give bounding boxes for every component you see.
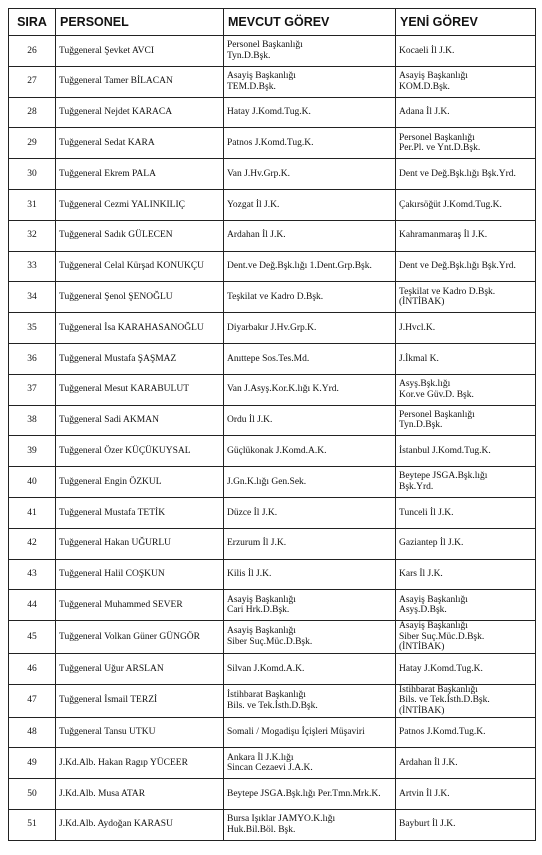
cell-line: Hatay J.Komd.Tug.K. <box>399 663 483 674</box>
table-row <box>9 621 536 654</box>
table-row <box>9 809 536 840</box>
cell-line: Artvin İl J.K. <box>399 788 450 799</box>
cell-yeni-gorev <box>396 653 536 684</box>
cell-personel: Tuğgeneral Mesut KARABULUT <box>56 374 224 405</box>
cell-sira: 49 <box>9 748 56 779</box>
cell-mevcut-gorev <box>224 684 396 717</box>
cell-sira: 31 <box>9 189 56 220</box>
cell-mevcut-gorev <box>224 220 396 251</box>
cell-line: Bayburt İl J.K. <box>399 819 456 830</box>
cell-mevcut-gorev <box>224 748 396 779</box>
cell-line: Bils. ve Tek.İsth.D.Bşk. <box>227 700 318 711</box>
cell-personel: Tuğgeneral Mustafa TETİK <box>56 497 224 528</box>
cell-line: Diyarbakır J.Hv.Grp.K. <box>227 322 317 333</box>
cell-personel: Tuğgeneral Sadık GÜLECEN <box>56 220 224 251</box>
cell-line: Kocaeli İl J.K. <box>399 45 455 56</box>
cell-line: J.İkmal K. <box>399 353 439 364</box>
table-row <box>9 159 536 190</box>
cell-line: Personel Başkanlığı <box>399 132 475 143</box>
cell-line: Ardahan İl J.K. <box>227 230 286 241</box>
cell-sira: 33 <box>9 251 56 282</box>
cell-sira: 46 <box>9 653 56 684</box>
cell-mevcut-gorev <box>224 343 396 374</box>
cell-line: Çakırsöğüt J.Komd.Tug.K. <box>399 199 502 210</box>
cell-personel: Tuğgeneral Mustafa ŞAŞMAZ <box>56 343 224 374</box>
table-row <box>9 684 536 717</box>
table-row <box>9 497 536 528</box>
cell-personel: Tuğgeneral Volkan Güner GÜNGÖR <box>56 621 224 654</box>
table-row <box>9 282 536 313</box>
cell-line: Adana İl J.K. <box>399 107 450 118</box>
cell-line: Hatay J.Komd.Tug.K. <box>227 107 311 118</box>
cell-yeni-gorev <box>396 343 536 374</box>
cell-line: Asayiş Başkanlığı <box>399 594 468 605</box>
cell-personel: Tuğgeneral Cezmi YALINKILIÇ <box>56 189 224 220</box>
cell-line: Huk.Bil.Böl. Bşk. <box>227 824 296 835</box>
cell-line: Tyn.D.Bşk. <box>227 50 271 61</box>
table-row <box>9 779 536 810</box>
cell-line: Somali / Mogadişu İçişleri Müşaviri <box>227 727 365 738</box>
cell-yeni-gorev <box>396 128 536 159</box>
cell-line: Personel Başkanlığı <box>399 409 475 420</box>
table-row <box>9 374 536 405</box>
cell-personel: Tuğgeneral Sedat KARA <box>56 128 224 159</box>
table-header <box>9 9 536 36</box>
cell-line: Siber Suç.Müc.D.Bşk. <box>227 637 313 648</box>
cell-mevcut-gorev <box>224 66 396 97</box>
cell-sira: 27 <box>9 66 56 97</box>
cell-line: İstanbul J.Komd.Tug.K. <box>399 445 491 456</box>
cell-line: İstihbarat Başkanlığı <box>399 684 478 695</box>
header-yeni-gorev: YENİ GÖREV <box>396 9 536 36</box>
cell-sira: 29 <box>9 128 56 159</box>
cell-line: Per.Pl. ve Ynt.D.Bşk. <box>399 143 481 154</box>
cell-line: Erzurum İl J.K. <box>227 538 287 549</box>
cell-mevcut-gorev <box>224 467 396 498</box>
cell-line: Beytepe JSGA.Bşk.lığı Per.Tmn.Mrk.K. <box>227 788 381 799</box>
cell-line: TEM.D.Bşk. <box>227 81 276 92</box>
personnel-assignment-table <box>8 8 536 841</box>
cell-yeni-gorev <box>396 590 536 621</box>
header-sira: SIRA <box>9 9 56 36</box>
cell-personel: Tuğgeneral Şevket AVCI <box>56 36 224 67</box>
cell-line: J.Gn.K.lığı Gen.Sek. <box>227 476 307 487</box>
cell-line: Ardahan İl J.K. <box>399 757 458 768</box>
cell-line: Ordu İl J.K. <box>227 415 273 426</box>
cell-mevcut-gorev <box>224 497 396 528</box>
cell-yeni-gorev <box>396 97 536 128</box>
cell-mevcut-gorev <box>224 779 396 810</box>
cell-mevcut-gorev <box>224 251 396 282</box>
cell-personel: Tuğgeneral Şenol ŞENOĞLU <box>56 282 224 313</box>
cell-yeni-gorev <box>396 684 536 717</box>
cell-mevcut-gorev <box>224 621 396 654</box>
cell-personel: J.Kd.Alb. Aydoğan KARASU <box>56 809 224 840</box>
cell-mevcut-gorev <box>224 405 396 436</box>
cell-mevcut-gorev <box>224 128 396 159</box>
cell-line: (İNTİBAK) <box>399 297 445 308</box>
cell-personel: Tuğgeneral Engin ÖZKUL <box>56 467 224 498</box>
cell-line: Dent.ve Değ.Bşk.lığı 1.Dent.Grp.Bşk. <box>227 261 372 272</box>
cell-yeni-gorev <box>396 374 536 405</box>
cell-sira: 44 <box>9 590 56 621</box>
cell-personel: J.Kd.Alb. Musa ATAR <box>56 779 224 810</box>
cell-yeni-gorev <box>396 251 536 282</box>
cell-yeni-gorev <box>396 313 536 344</box>
cell-line: Gaziantep İl J.K. <box>399 538 464 549</box>
cell-yeni-gorev <box>396 809 536 840</box>
table-row <box>9 36 536 67</box>
header-mevcut-gorev: MEVCUT GÖREV <box>224 9 396 36</box>
cell-personel: Tuğgeneral Özer KÜÇÜKUYSAL <box>56 436 224 467</box>
cell-mevcut-gorev <box>224 590 396 621</box>
cell-personel: Tuğgeneral Tansu UTKU <box>56 717 224 748</box>
cell-personel: J.Kd.Alb. Hakan Ragıp YÜCEER <box>56 748 224 779</box>
cell-line: Tunceli İl J.K. <box>399 507 454 518</box>
cell-yeni-gorev <box>396 528 536 559</box>
cell-yeni-gorev <box>396 779 536 810</box>
cell-mevcut-gorev <box>224 36 396 67</box>
cell-line: (İNTİBAK) <box>399 642 445 653</box>
cell-yeni-gorev <box>396 189 536 220</box>
cell-line: Asayiş Başkanlığı <box>227 594 296 605</box>
cell-line: J.Hvcl.K. <box>399 322 436 333</box>
cell-line: Güçlükonak J.Komd.A.K. <box>227 445 327 456</box>
cell-line: Asyş.Bşk.lığı <box>399 379 451 390</box>
table-row <box>9 590 536 621</box>
cell-line: Tyn.D.Bşk. <box>399 420 443 431</box>
cell-line: Asayiş Başkanlığı <box>227 71 296 82</box>
cell-line: Asayiş Başkanlığı <box>399 621 468 632</box>
cell-mevcut-gorev <box>224 159 396 190</box>
cell-yeni-gorev <box>396 159 536 190</box>
cell-line: Dent ve Değ.Bşk.lığı Bşk.Yrd. <box>399 261 516 272</box>
cell-line: Van J.Asyş.Kor.K.lığı K.Yrd. <box>227 384 339 395</box>
table-row <box>9 66 536 97</box>
cell-line: Beytepe JSGA.Bşk.lığı <box>399 471 488 482</box>
table-row <box>9 467 536 498</box>
header-row <box>9 9 536 36</box>
cell-sira: 32 <box>9 220 56 251</box>
cell-line: Kahramanmaraş İl J.K. <box>399 230 488 241</box>
cell-mevcut-gorev <box>224 436 396 467</box>
cell-sira: 50 <box>9 779 56 810</box>
cell-line: Silvan J.Komd.A.K. <box>227 663 305 674</box>
cell-yeni-gorev <box>396 621 536 654</box>
cell-mevcut-gorev <box>224 653 396 684</box>
table-row <box>9 343 536 374</box>
cell-line: Bils. ve Tek.İsth.D.Bşk. <box>399 695 490 706</box>
table-row <box>9 220 536 251</box>
cell-sira: 43 <box>9 559 56 590</box>
cell-line: Patnos J.Komd.Tug.K. <box>227 137 314 148</box>
cell-personel: Tuğgeneral İsmail TERZİ <box>56 684 224 717</box>
cell-yeni-gorev <box>396 282 536 313</box>
cell-line: İstihbarat Başkanlığı <box>227 690 306 701</box>
table-row <box>9 436 536 467</box>
cell-personel: Tuğgeneral Nejdet KARACA <box>56 97 224 128</box>
cell-yeni-gorev <box>396 405 536 436</box>
table-row <box>9 189 536 220</box>
cell-yeni-gorev <box>396 220 536 251</box>
cell-sira: 41 <box>9 497 56 528</box>
cell-line: Teşkilat ve Kadro D.Bşk. <box>227 291 324 302</box>
cell-sira: 35 <box>9 313 56 344</box>
cell-mevcut-gorev <box>224 809 396 840</box>
cell-yeni-gorev <box>396 66 536 97</box>
cell-yeni-gorev <box>396 748 536 779</box>
cell-mevcut-gorev <box>224 559 396 590</box>
cell-yeni-gorev <box>396 497 536 528</box>
table-row <box>9 717 536 748</box>
cell-personel: Tuğgeneral Tamer BİLACAN <box>56 66 224 97</box>
cell-mevcut-gorev <box>224 97 396 128</box>
cell-line: Van J.Hv.Grp.K. <box>227 168 290 179</box>
cell-sira: 26 <box>9 36 56 67</box>
cell-sira: 30 <box>9 159 56 190</box>
cell-line: Sincan Cezaevi J.A.K. <box>227 763 313 774</box>
cell-sira: 51 <box>9 809 56 840</box>
cell-personel: Tuğgeneral Sadi AKMAN <box>56 405 224 436</box>
cell-line: Teşkilat ve Kadro D.Bşk. <box>399 286 496 297</box>
cell-line: Personel Başkanlığı <box>227 40 303 51</box>
cell-line: Asyş.D.Bşk. <box>399 605 447 616</box>
cell-line: Bursa Işıklar JAMYO.K.lığı <box>227 814 336 825</box>
cell-yeni-gorev <box>396 559 536 590</box>
table-row <box>9 97 536 128</box>
cell-line: Kor.ve Güv.D. Bşk. <box>399 389 474 400</box>
cell-line: Patnos J.Komd.Tug.K. <box>399 727 486 738</box>
cell-yeni-gorev <box>396 717 536 748</box>
cell-line: Asayiş Başkanlığı <box>227 626 296 637</box>
table-row <box>9 405 536 436</box>
cell-personel: Tuğgeneral Hakan UĞURLU <box>56 528 224 559</box>
cell-personel: Tuğgeneral İsa KARAHASANOĞLU <box>56 313 224 344</box>
header-personel: PERSONEL <box>56 9 224 36</box>
cell-yeni-gorev <box>396 436 536 467</box>
cell-line: Cari Hrk.D.Bşk. <box>227 605 290 616</box>
cell-mevcut-gorev <box>224 313 396 344</box>
cell-sira: 28 <box>9 97 56 128</box>
cell-line: Anıttepe Sos.Tes.Md. <box>227 353 310 364</box>
cell-mevcut-gorev <box>224 374 396 405</box>
cell-sira: 38 <box>9 405 56 436</box>
cell-personel: Tuğgeneral Muhammed SEVER <box>56 590 224 621</box>
cell-line: Kars İl J.K. <box>399 569 443 580</box>
cell-line: Yozgat İl J.K. <box>227 199 280 210</box>
cell-sira: 36 <box>9 343 56 374</box>
cell-sira: 48 <box>9 717 56 748</box>
table-row <box>9 653 536 684</box>
cell-yeni-gorev <box>396 36 536 67</box>
cell-mevcut-gorev <box>224 189 396 220</box>
cell-yeni-gorev <box>396 467 536 498</box>
cell-line: Düzce İl J.K. <box>227 507 278 518</box>
table-row <box>9 251 536 282</box>
table-row <box>9 128 536 159</box>
table-row <box>9 559 536 590</box>
cell-sira: 42 <box>9 528 56 559</box>
document-page <box>8 8 535 841</box>
cell-sira: 40 <box>9 467 56 498</box>
cell-sira: 45 <box>9 621 56 654</box>
cell-line: Bşk.Yrd. <box>399 482 434 493</box>
cell-personel: Tuğgeneral Halil COŞKUN <box>56 559 224 590</box>
cell-mevcut-gorev <box>224 282 396 313</box>
cell-sira: 47 <box>9 684 56 717</box>
cell-personel: Tuğgeneral Uğur ARSLAN <box>56 653 224 684</box>
cell-line: (İNTİBAK) <box>399 705 445 716</box>
cell-line: KOM.D.Bşk. <box>399 81 450 92</box>
cell-line: Siber Suç.Müc.D.Bşk. <box>399 631 485 642</box>
cell-sira: 34 <box>9 282 56 313</box>
cell-mevcut-gorev <box>224 717 396 748</box>
cell-line: Ankara İl J.K.lığı <box>227 752 294 763</box>
cell-line: Dent ve Değ.Bşk.lığı Bşk.Yrd. <box>399 168 516 179</box>
table-row <box>9 528 536 559</box>
cell-sira: 37 <box>9 374 56 405</box>
cell-mevcut-gorev <box>224 528 396 559</box>
cell-personel: Tuğgeneral Ekrem PALA <box>56 159 224 190</box>
cell-sira: 39 <box>9 436 56 467</box>
cell-line: Kilis İl J.K. <box>227 569 272 580</box>
table-body <box>9 36 536 841</box>
cell-personel: Tuğgeneral Celal Kürşad KONUKÇU <box>56 251 224 282</box>
table-row <box>9 748 536 779</box>
cell-line: Asayiş Başkanlığı <box>399 71 468 82</box>
table-row <box>9 313 536 344</box>
